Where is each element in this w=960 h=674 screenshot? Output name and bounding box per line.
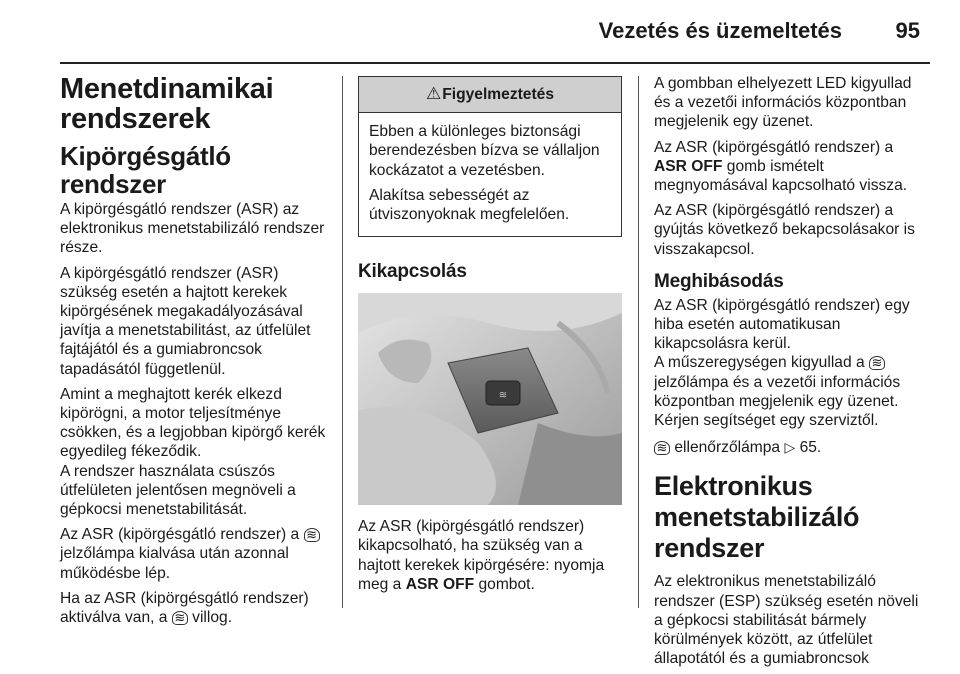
paragraph: [60, 589, 332, 627]
paragraph-text: jelzőlámpa kialvása után azonnal működésbe lép.: [60, 545, 289, 582]
button-label-ref: ASR OFF: [654, 157, 723, 175]
subsection-title-fault: Meghibásodás: [654, 270, 784, 292]
paragraph: [60, 385, 332, 519]
paragraph: [358, 517, 622, 594]
column-right: [654, 74, 924, 674]
paragraph: A kipörgésgátló rendszer (ASR) az elektronikus menetstabilizáló rendszer része.: [60, 201, 325, 257]
paragraph-text: Az ASR (kipörgésgátló rendszer) a: [654, 138, 894, 156]
asr-off-button-photo: [358, 293, 622, 505]
paragraph-text: ellenőrzőlámpa: [674, 439, 781, 457]
paragraph-text: Az ASR (kipörgésgátló rendszer) kikapcsolható, ha szükség van a hajtott kerekek kipörgésére: nyomja meg a: [358, 518, 605, 593]
paragraph-text: jelzőlámpa és a vezetői információs központban megjelenik egy üzenet. Kérjen segítséget egy szerviztől.: [654, 373, 901, 430]
asr-lamp-icon: ≋: [654, 441, 670, 455]
warning-triangle-icon: ⚠: [425, 84, 442, 103]
button-label-ref: ASR OFF: [405, 575, 475, 593]
section-title-esp: Elektronikus menetstabilizáló rendszer: [654, 471, 860, 564]
paragraph-text: gomb ismételt megnyomásával kapcsolható vissza.: [654, 157, 908, 195]
paragraph-text: Amint a meghajtott kerék elkezd kipörögni, a motor teljesítménye csökken, és a legjobban kipörgő kerék egyedileg fékeződik.: [60, 385, 326, 461]
paragraph: [654, 296, 924, 430]
paragraph-text: villog.: [192, 609, 233, 627]
page-reference: 65.: [799, 439, 822, 457]
warning-title: Figyelmeztetés: [442, 86, 555, 103]
paragraph: [654, 438, 924, 457]
photo-illustration: [358, 293, 622, 505]
page-reference-icon: ▷: [784, 439, 796, 456]
header-rule: [60, 62, 930, 64]
paragraph-text: Ha az ASR (kipörgésgátló rendszer) aktiválva van, a: [60, 589, 309, 627]
warning-text: Ebben a különleges biztonsági berendezésben bízva se vállaljon kockázatot a vezetésben.: [369, 123, 600, 179]
warning-text: Alakítsa sebességét az útviszonyoknak megfelelően.: [369, 186, 570, 224]
paragraph: A gombban elhelyezett LED kigyullad és a vezetői információs központban megjelenik egy üzenet.: [654, 75, 912, 131]
warning-body: [359, 113, 621, 236]
section-title: Menetdinamikai rendszerek: [60, 73, 274, 135]
column-divider-1: [342, 76, 343, 608]
asr-lamp-icon: ≋: [304, 528, 320, 542]
paragraph-text: A műszeregységen kigyullad a: [654, 354, 865, 372]
subsection-title: Kipörgésgátló rendszer: [60, 141, 231, 199]
svg-text:≋: ≋: [498, 390, 508, 402]
paragraph: Az ASR (kipörgésgátló rendszer) a gyújtás következő bekapcsolásakor is visszakapcsol.: [654, 202, 915, 258]
paragraph: Az elektronikus menetstabilizáló rendszer (ESP) szükség esetén növeli a gépkocsi stabilitását bármely körülmények között, az útfelület állapotától és a gumiabroncsok: [654, 573, 919, 668]
paragraph-text: gombot.: [478, 575, 535, 593]
paragraph: [654, 138, 924, 196]
paragraph-text: Az ASR (kipörgésgátló rendszer) egy hiba esetén automatikusan kikapcsolásra kerül.: [654, 296, 910, 353]
warning-box: [358, 76, 622, 237]
paragraph: A kipörgésgátló rendszer (ASR) szükség esetén a hajtott kerekek kipörgésének megakadályozásával javítja a menetstabilitást, az útfelület fajtájától és a gumiabroncsok tapadásától függetlenül.: [60, 264, 311, 378]
paragraph-text: Az ASR (kipörgésgátló rendszer) a: [60, 526, 300, 544]
subsection-title-disable: Kikapcsolás: [358, 261, 467, 283]
paragraph-text: A rendszer használata csúszós útfelületen jelentősen megnöveli a gépkocsi menetstabilitását.: [60, 462, 296, 519]
column-divider-2: [638, 76, 639, 608]
column-middle: [358, 74, 622, 600]
warning-header: [359, 77, 621, 113]
paragraph: [60, 525, 332, 583]
column-left: [60, 74, 332, 633]
page-number: 95: [895, 18, 920, 43]
asr-lamp-icon: ≋: [172, 611, 188, 625]
asr-lamp-icon: ≋: [869, 356, 885, 370]
running-title: Vezetés és üzemeltetés: [598, 18, 842, 43]
